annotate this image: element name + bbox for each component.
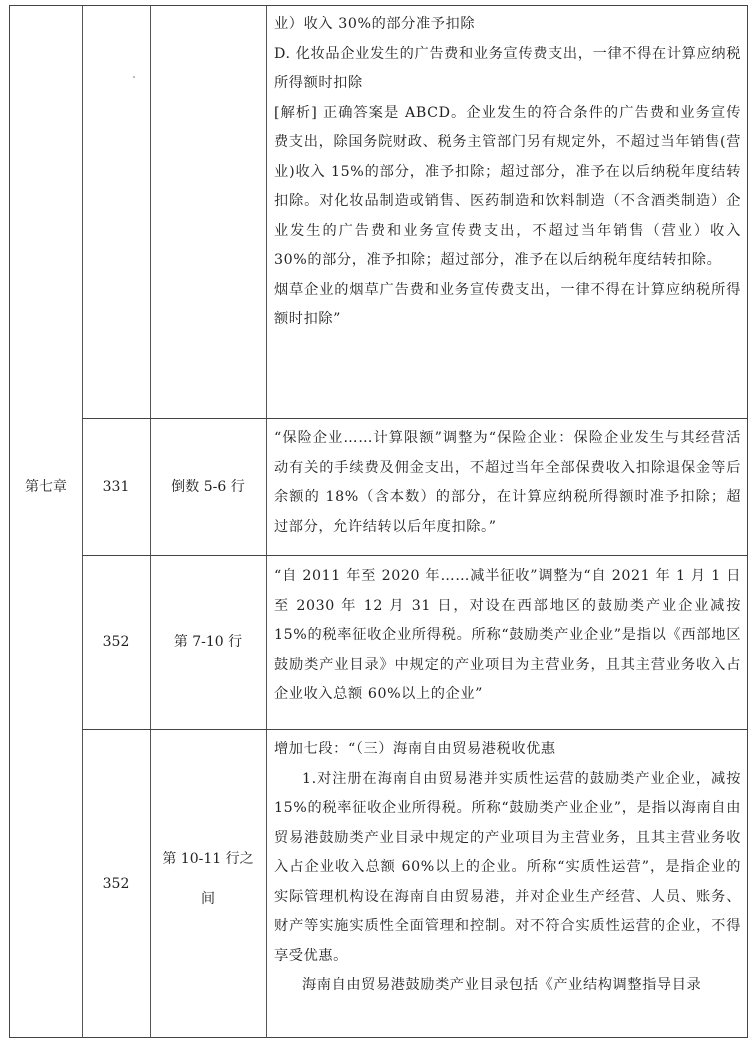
content-paragraph: “自 2011 年至 2020 年……减半征收”调整为“自 2021 年 1 月 1 日至 2030 年 12 月 31 日，对设在西部地区的鼓励类产业企业减按 15%的税率征收企业所得税。所称“鼓励类产业企业”是指以《西部地区鼓励类产业目录》中规定的产业项目为主营业务，且其主营业务收入占企业收入总额 60%以上的企业” xyxy=(274,568,741,702)
content-paragraph: 业）收入 30%的部分准予扣除 xyxy=(274,16,476,32)
content-paragraph: “保险企业……计算限额”调整为“保险企业：保险企业发生与其经营活动有关的手续费及佣金支出，不超过当年全部保费收入扣除退保金等后余额的 18%（含本数）的部分，在计算应纳税所得额时准予扣除；超过部分，允许结转以后年度扣除。” xyxy=(274,430,741,535)
row-3-content xyxy=(274,562,741,710)
content-paragraph: 1.对注册在海南自由贸易港并实质性运营的鼓励类产业企业，减按 15%的税率征收企业所得税。所称“鼓励类产业企业”，是指以海南自由贸易港鼓励类产业目录中规定的产业项目为主营业务，且其主营业务收入占企业收入总额 60%以上的企业。所称“实质性运营”，是指企业的实际管理机构设在海南自由贸易港，并对企业生产经营、人员、账务、财产等实施实质性全面管理和控制。对不符合实质性运营的企业，不得享受优惠。 xyxy=(274,770,741,964)
row-2-content xyxy=(274,424,741,542)
chapter-cell: 第七章 xyxy=(25,478,67,495)
page-number-cell: 352 xyxy=(102,876,130,892)
line-position-cell: 倒数 5-6 行 xyxy=(171,478,245,495)
analysis-paragraph: [解析] 正确答案是 ABCD。企业发生的符合条件的广告费和业务宣传费支出，除国务院财政、税务主管部门另有规定外，不超过当年销售(营业)收入 15%的部分，准予扣除；超过部分，准予在以后纳税年度结转扣除。对化妆品制造或销售、医药制造和饮料制造（不含酒类制造）企业发生的广告费和业务宣传费支出，不超过当年销售（营业）收入 30%的部分，准予扣除；超过部分，准予在以后纳税年度结转扣除。 xyxy=(274,104,741,268)
content-paragraph: 增加七段：“（三）海南自由贸易港税收优惠 xyxy=(274,741,556,757)
row-1-content xyxy=(274,10,741,335)
line-position-cell: 第 10-11 行之间 xyxy=(162,851,254,907)
revision-table xyxy=(9,5,748,1038)
line-position-cell: 第 7-10 行 xyxy=(173,634,243,650)
column-divider xyxy=(266,6,267,1037)
page-number-cell: 331 xyxy=(102,478,130,495)
stray-mark xyxy=(133,76,135,78)
row-4-content xyxy=(274,735,741,1001)
content-paragraph: 烟草企业的烟草广告费和业务宣传费支出，一律不得在计算应纳税所得额时扣除” xyxy=(274,281,741,327)
content-paragraph: 海南自由贸易港鼓励类产业目录包括《产业结构调整指导目录 xyxy=(302,977,702,993)
page-number-cell: 352 xyxy=(102,634,130,650)
content-paragraph: D. 化妆品企业发生的广告费和业务宣传费支出，一律不得在计算应纳税所得额时扣除 xyxy=(274,45,741,91)
